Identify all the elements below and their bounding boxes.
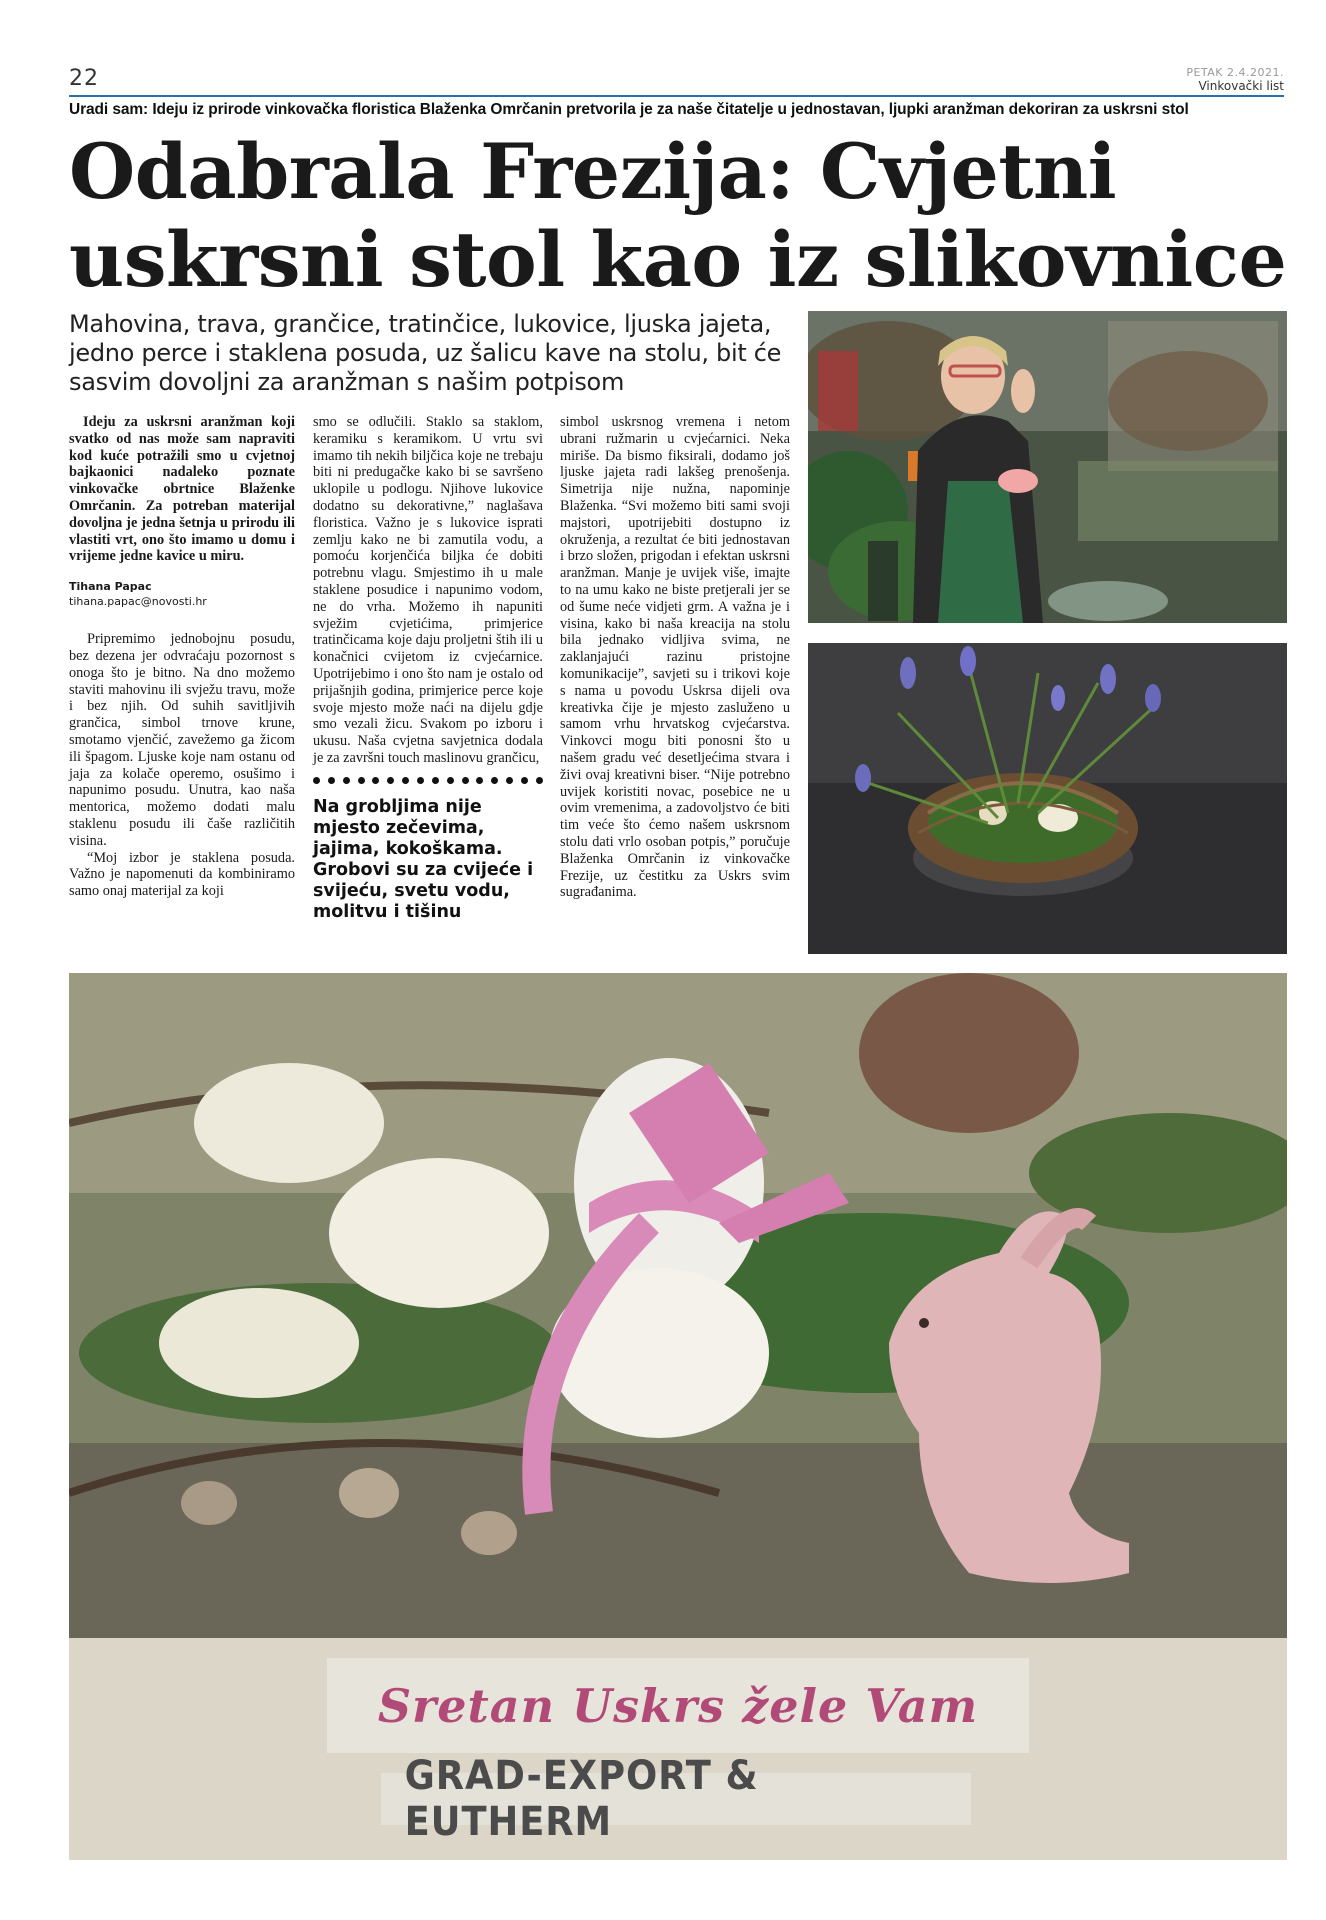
article-column-3	[560, 414, 790, 901]
issue-info	[1186, 66, 1284, 93]
easter-greeting-ad	[69, 1638, 1287, 1860]
author-email: tihana.papac@novosti.hr	[69, 595, 207, 609]
body-paragraph: smo se odlučili. Staklo sa staklom, keramiku s keramikom. U vrtu svi imamo tih nekih biljčica koje ne trebaju biti ni predugačke kako bi se savršeno uklopile u podlogu. Njihove lukovice dodatno su dekorativne,” naglašava floristica. Važno je s lukovice isprati zemlju kako ne bi zamutila vodu, a pomoću korjenčića biljka će dobiti potrebnu vlagu. Smjestimo ih u male staklene posudice i napunimo vodom, ne do vrha. Možemo ih napuniti svježim cvjetićima, primjerice tratinčicama koje daju proljetni štih ili u konačnici cvijetom iz cvjećarnice. Upotrijebimo i ono što nam je ostalo od prijašnjih godina, primjerice perce koje svoje mjesto može naći na dijelu gdje smo vezali žicu. Svakom po izboru i ukusu. Naša cvjetna savjetnica dodala je za završni touch maslinovu grančicu,	[313, 414, 543, 766]
page-number: 22	[69, 66, 99, 91]
pull-quote-divider	[313, 777, 543, 787]
column-spacer	[69, 609, 295, 631]
body-paragraph: Pripremimo jednobojnu posudu, bez dezena jer odvraćaju pozornost s onoga što je bitno. Na dno možemo staviti mahovinu ili svježu travu, može i bez njih. Od suhih savitljivih grančica, simbol trnove krune, smotamo vjenčić, zavežemo ga žicom ili špagom. Ljuske koje nam ostanu od jaja za kolače operemo, osušimo i napunimo posudu. Unutra, kao naša mentorica, možemo dodati malu staklenu posudu ili čaše različitih visina.	[69, 631, 295, 849]
florist-photo	[808, 311, 1287, 623]
headline	[69, 128, 1299, 304]
header-rule	[69, 95, 1284, 97]
headline-line-2: uskrsni stol kao iz slikovnice	[69, 215, 1287, 304]
issue-date: PETAK 2.4.2021.	[1186, 66, 1284, 79]
subheadline: Mahovina, trava, grančice, tratinčice, lukovice, ljuska jajeta, jedno perce i staklena posuda, uz šalicu kave na stolu, bit će sasvim dovoljni za aranžman s našim potpisom	[69, 310, 782, 396]
easter-still-life-photo	[69, 973, 1287, 1638]
arrangement-photo	[808, 643, 1287, 954]
article-column-1	[69, 414, 295, 900]
body-paragraph: “Moj izbor je staklena posuda. Važno je napomenuti da kombiniramo samo onaj materijal za koji	[69, 849, 295, 900]
headline-line-1: Odabrala Frezija: Cvjetni	[69, 127, 1117, 216]
pull-quote: Na grobljima nije mjesto zečevima, jajima, kokoškama. Grobovi su za cvijeće i svijeću, svetu vodu, molitvu i tišinu	[313, 796, 534, 922]
lead-paragraph: Ideju za uskrsni aranžman koji svatko od nas može sam napraviti kod kuće potražili smo u cvjetnoj bajkaonici nadaleko poznate vinkovačke obrtnice Blaženke Omrčanin. Za potreban materijal dovoljna je jedna šetnja u prirodu ili vlastiti vrt, ono što imamo u domu i vrijeme jedne kavice u miru.	[69, 414, 295, 565]
author-name: Tihana Papac	[69, 580, 152, 594]
byline	[69, 579, 295, 609]
greeting-text: Sretan Uskrs žele Vam	[377, 1678, 979, 1733]
article-column-2	[313, 414, 543, 923]
company-name: GRAD-EXPORT & EUTHERM	[404, 1753, 759, 1845]
publication-name: Vinkovački list	[1198, 79, 1284, 93]
body-paragraph: simbol uskrsnog vremena i netom ubrani ružmarin u cvjećarnici. Neka miriše. Da bismo fiksirali, dodamo još ljuske jajeta radi lakšeg prenošenja. Simetrija nije nužna, napominje Blaženka. “Svi možemo biti sami svoji majstori, upotrijebiti dostupno iz okruženja, a rezultat će biti jednostavan i brzo složen, prigodan i efektan uskrsni aranžman. Manje je uvijek više, imajte to na umu kako ne biste pretjerali jer se od šume neće vidjeti grm. A važna je i visina, kako bi naša kreacija na stolu bila jednako vidljiva svima, ne zaklanjajući razinu pristojne komunikacije”, savjeti su i trikovi koje s nama u povodu Uskrsa dijeli ova kreativka čije je mjesto zasluženo u samom vrhu hrvatskog cvjećarstva. Vinkovci mogu biti ponosni što u našem gradu već desetljećima stvara i živi ovaj kreativni biser. “Nije potrebno uvijek koristiti novac, posebice ne u ovim vremenima, a zadovoljstvo će biti tim veće što ćemo našem uskrsnom stolu dati vrlo osoban potpis,” poručuje Blaženka Omrčanin iz vinkovačke Frezije, uz čestitku za Uskrs svim sugrađanima.	[560, 414, 790, 901]
kicker: Uradi sam: Ideju iz prirode vinkovačka floristica Blaženka Omrčanin pretvorila je za naše čitatelje u jednostavan, ljupki aranžman dekoriran za uskrsni stol	[69, 101, 1189, 118]
